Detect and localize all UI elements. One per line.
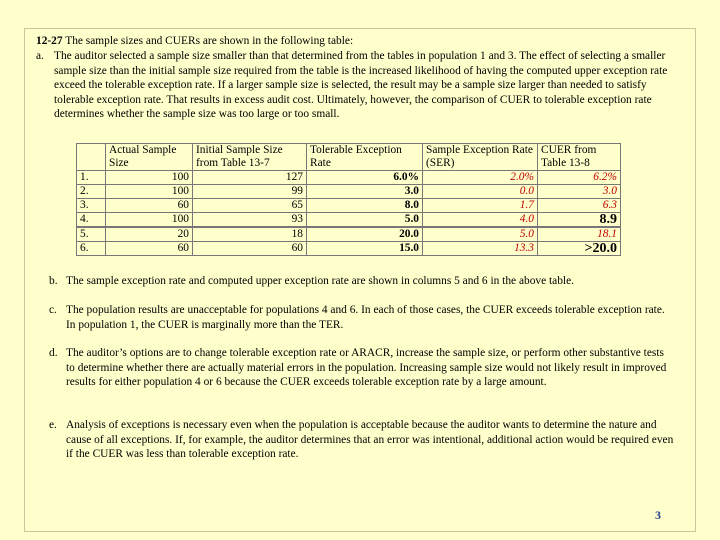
sample-exception-rate: 4.0: [423, 213, 538, 228]
header-cell: Actual Sample Size: [106, 144, 193, 171]
row-number: 5.: [77, 227, 106, 242]
note-label: e.: [49, 419, 57, 431]
note-d: [49, 346, 674, 390]
cuer: 18.1: [538, 227, 621, 242]
problem-number: 12-27: [36, 35, 63, 47]
note-label: b.: [49, 275, 58, 287]
header-cell: [77, 144, 106, 171]
tolerable-exception-rate: 5.0: [307, 213, 423, 228]
actual-sample-size: 20: [106, 227, 193, 242]
tolerable-exception-rate: 15.0: [307, 242, 423, 256]
cuer: >20.0: [538, 242, 621, 256]
table-row: [77, 185, 621, 199]
actual-sample-size: 100: [106, 185, 193, 199]
note-c: [49, 303, 674, 332]
paragraph-a-text: The auditor selected a sample size smaller than that determined from the tables in population 1 and 3. The effect of selecting a smaller sample size than the initial sample size required from the table is the increased likelihood of having the computed upper exception rate exceed the tolerable exception rate. If a larger sample size is selected, the result may be a sample size larger than needed to satisfy tolerable exception rate. That results in excess audit cost. Ultimately, however, the comparison of CUER to tolerable exception rate determines whether the sample size was too large or too small.: [54, 50, 668, 121]
note-e: [49, 418, 674, 462]
sample-exception-rate: 5.0: [423, 227, 538, 242]
table-row: [77, 227, 621, 242]
sample-exception-rate: 1.7: [423, 199, 538, 213]
initial-sample-size: 99: [193, 185, 307, 199]
note-text: Analysis of exceptions is necessary even when the population is acceptable because the auditor wants to determine the nature and cause of all exceptions. If, for example, the auditor determines that an error was intentional, additional action would be required even if the CUER was less than tolerable exception rate.: [66, 419, 674, 461]
actual-sample-size: 60: [106, 199, 193, 213]
header-cell: CUER from Table 13-8: [538, 144, 621, 171]
heading-text: The sample sizes and CUERs are shown in the following table:: [65, 35, 354, 47]
initial-sample-size: 127: [193, 171, 307, 185]
paragraph-a-label: a.: [36, 50, 44, 62]
table-row: [77, 242, 621, 256]
table-row: [77, 171, 621, 185]
actual-sample-size: 60: [106, 242, 193, 256]
actual-sample-size: 100: [106, 213, 193, 228]
sample-exception-rate: 0.0: [423, 185, 538, 199]
initial-sample-size: 18: [193, 227, 307, 242]
header-cell: Tolerable Exception Rate: [307, 144, 423, 171]
note-text: The sample exception rate and computed upper exception rate are shown in columns 5 and 6 in the above table.: [66, 275, 574, 287]
page-number: 3: [655, 508, 661, 522]
initial-sample-size: 65: [193, 199, 307, 213]
sample-exception-rate: 2.0%: [423, 171, 538, 185]
row-number: 3.: [77, 199, 106, 213]
note-b: [49, 274, 674, 289]
note-label: d.: [49, 347, 58, 359]
tolerable-exception-rate: 8.0: [307, 199, 423, 213]
table-row: [77, 199, 621, 213]
note-text: The auditor’s options are to change tolerable exception rate or ARACR, increase the sample size, or perform other substantive tests to determine whether there are actually material errors in the population. Increasing sample size would not likely result in improved results for either population 4 or 6 because the CUER exceeds tolerable exception rate by a large amount.: [66, 347, 667, 389]
cuer: 6.2%: [538, 171, 621, 185]
results-table: [76, 143, 621, 256]
cuer: 3.0: [538, 185, 621, 199]
row-number: 1.: [77, 171, 106, 185]
cuer: 8.9: [538, 213, 621, 228]
header-cell: Initial Sample Size from Table 13-7: [193, 144, 307, 171]
note-text: The population results are unacceptable for populations 4 and 6. In each of those cases, the CUER exceeds tolerable exception rate. In population 1, the CUER is marginally more than the TER.: [66, 304, 665, 331]
heading: [36, 34, 676, 49]
table-row: [77, 213, 621, 228]
note-label: c.: [49, 304, 57, 316]
row-number: 4.: [77, 213, 106, 228]
tolerable-exception-rate: 6.0%: [307, 171, 423, 185]
row-number: 6.: [77, 242, 106, 256]
initial-sample-size: 60: [193, 242, 307, 256]
row-number: 2.: [77, 185, 106, 199]
initial-sample-size: 93: [193, 213, 307, 228]
paragraph-a: [36, 49, 670, 122]
tolerable-exception-rate: 20.0: [307, 227, 423, 242]
actual-sample-size: 100: [106, 171, 193, 185]
sample-exception-rate: 13.3: [423, 242, 538, 256]
cuer: 6.3: [538, 199, 621, 213]
header-cell: Sample Exception Rate (SER): [423, 144, 538, 171]
table-header-row: [77, 144, 621, 171]
tolerable-exception-rate: 3.0: [307, 185, 423, 199]
